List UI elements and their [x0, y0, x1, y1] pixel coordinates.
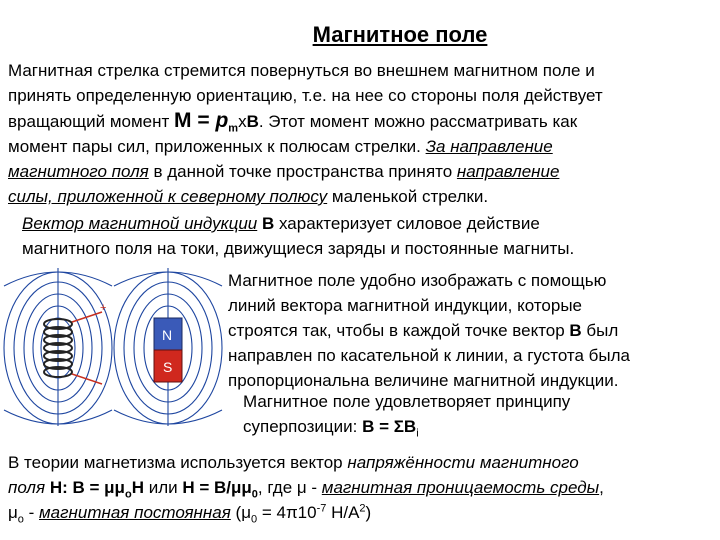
formula-B: B	[246, 112, 259, 131]
italic-term: напряжённости магнитного	[347, 453, 579, 472]
formula-h-ratio: H = B/μμ	[182, 478, 252, 497]
paragraph-field-strength	[8, 450, 714, 525]
text-line	[8, 184, 714, 209]
underlined-term: силы, приложенной к северному полюсу	[8, 187, 328, 206]
text-fragment: -	[306, 478, 322, 497]
text-line	[8, 159, 714, 184]
mu-symbol: μ	[8, 503, 18, 522]
north-label: N	[162, 327, 173, 343]
text-line: магнитного поля на токи, движущиеся заряды и постоянные магниты.	[22, 239, 575, 258]
field-lines-figure	[2, 266, 224, 428]
formula-B: B	[569, 321, 582, 340]
text-fragment: суперпозиции:	[243, 417, 363, 436]
plus-sign: +	[100, 302, 107, 314]
text-line	[22, 211, 712, 236]
formula-H: H	[131, 478, 144, 497]
text-fragment: был	[581, 321, 619, 340]
text-fragment: (	[230, 503, 242, 522]
bar-magnet	[154, 318, 182, 382]
paragraph-torque	[8, 58, 714, 209]
page-title: Магнитное поле	[312, 22, 488, 47]
mu-symbol: μ	[241, 503, 251, 522]
paragraph-induction	[22, 211, 712, 261]
formula-b-mumu: : B = μμ	[62, 478, 125, 497]
formula-H: H	[45, 478, 63, 497]
formula-sub-i: i	[416, 427, 419, 440]
text-line	[8, 500, 714, 525]
text-fragment: . Этот момент можно рассматривать как	[258, 112, 578, 131]
formula-sub: o	[124, 488, 132, 501]
text-line	[8, 450, 714, 475]
underlined-term: Вектор магнитной индукции	[22, 214, 258, 233]
formula-sub-m: m	[228, 122, 239, 135]
formula-B: B	[261, 214, 275, 233]
underlined-term: магнитная постоянная	[39, 503, 231, 522]
exponent: -7	[316, 502, 327, 515]
underlined-term: направление	[456, 162, 560, 181]
text-line: направлен по касательной к линии, а густота была	[228, 346, 631, 365]
text-fragment: В теории магнетизма используется вектор	[8, 453, 348, 472]
text-line	[8, 475, 714, 500]
formula-M: M	[174, 109, 192, 132]
text-fragment: или	[143, 478, 183, 497]
superposition-formula: B = ΣB	[362, 417, 417, 436]
text-fragment: , где	[257, 478, 297, 497]
text-line: Магнитное поле удобно изображать с помощью	[228, 271, 607, 290]
text-fragment: ,	[599, 478, 604, 497]
constant-value: = 4π10	[257, 503, 317, 522]
coil-field-lines	[4, 268, 112, 426]
text-fragment: в данной точке пространства принято	[148, 162, 457, 181]
text-line	[8, 134, 714, 159]
coil-wires	[72, 312, 102, 384]
text-line: принять определенную ориентацию, т.е. на нее со стороны поля действует	[8, 86, 603, 105]
formula-p: p	[215, 109, 229, 132]
text-line	[228, 318, 714, 343]
underlined-term: магнитного поля	[8, 162, 149, 181]
paragraph-field-lines	[228, 268, 714, 393]
text-fragment: )	[365, 503, 372, 522]
text-line: линий вектора магнитной индукции, которые	[228, 296, 583, 315]
underlined-term: За направление	[425, 137, 553, 156]
text-fragment: строятся так, чтобы в каждой точке вектор	[228, 321, 570, 340]
text-fragment: момент пары сил, приложенных к полюсам стрелки.	[8, 137, 426, 156]
text-fragment: -	[23, 503, 40, 522]
text-fragment: маленькой стрелки.	[327, 187, 489, 206]
text-line: Магнитная стрелка стремится повернуться во внешнем магнитном поле и	[8, 61, 595, 80]
mu-symbol: μ	[296, 478, 307, 497]
text-line	[8, 108, 714, 134]
formula-sub: 0	[250, 513, 258, 526]
paragraph-superposition	[243, 389, 713, 439]
text-line: Магнитное поле удовлетворяет принципу	[243, 392, 571, 411]
italic-term: поля	[8, 478, 46, 497]
unit: Н/А	[326, 503, 360, 522]
formula-eq: =	[191, 109, 216, 132]
text-fragment: характеризует силовое действие	[274, 214, 540, 233]
formula-sub: o	[17, 513, 24, 526]
formula-x: x	[238, 112, 247, 131]
formula-sub: 0	[251, 488, 258, 501]
exponent: 2	[359, 502, 366, 515]
underlined-term: магнитная проницаемость среды	[321, 478, 600, 497]
text-line	[243, 414, 713, 439]
text-fragment: вращающий момент	[8, 112, 175, 131]
south-label: S	[163, 359, 173, 375]
text-line: пропорциональна величине магнитной индукции.	[228, 371, 619, 390]
